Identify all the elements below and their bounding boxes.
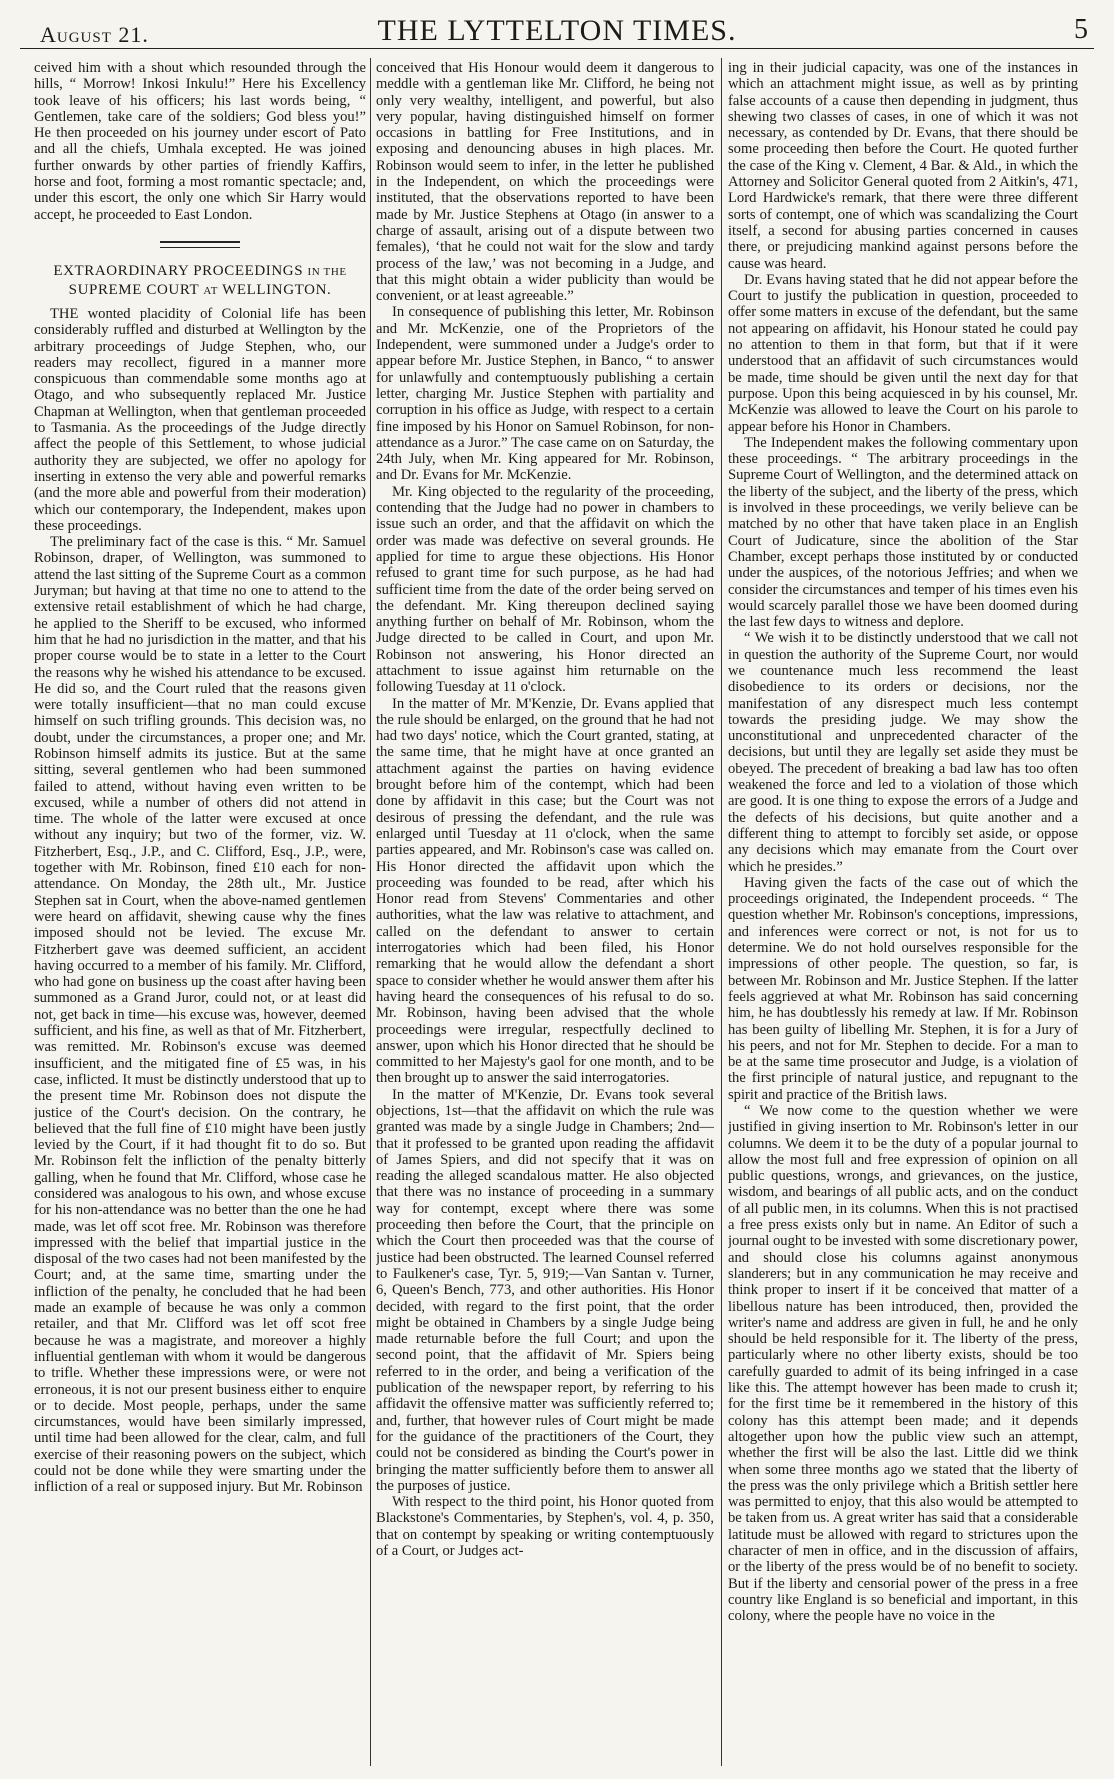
- paragraph: Having given the facts of the case out of which the proceedings originated, the Independent proceeds. “ The question whether Mr. Robinson's conceptions, impressions, and inferences were correct or not, is not for us to determine. We do not hold ourselves responsible for the impressions of other people. The question, so far, is between Mr. Robinson and Mr. Justice Stephen. If the latter feels aggrieved at what Mr. Robinson has said concerning him, he has doubtlessly his remedy at law. If Mr. Robinson has been guilty of libelling Mr. Stephen, it is for a Jury of his peers, and not for Mr. Stephen to decide. For a man to be at the same time prosecutor and Judge, is a violation of the first principle of natural justice, and repugnant to the spirit and practice of the British laws.: [728, 874, 1078, 1103]
- paragraph: Mr. King objected to the regularity of the proceeding, contending that the Judge had no power in chambers to issue such an order, and that the affidavit on which the order was made was defective on several grounds. He applied for time to argue these objections. His Honor refused to grant time for such purpose, as he had had sufficient time from the date of the order being served on the defendant. Mr. King thereupon declined saying anything further on behalf of Mr. Robinson, whom the Judge directed to be called in Court, and upon Mr. Robinson not answering, his Honor directed an attachment to issue against him returnable on the following Tuesday at 11 o'clock.: [376, 483, 714, 696]
- paragraph: “ We wish it to be distinctly understood that we call not in question the authority of the Supreme Court, nor would we countenance much less recommend the least disobedience to its orders or decisions, nor the manifestation of any disrespect much less contempt towards the presiding judge. We may show the unconstitutional and unprecedented character of the decisions, but until they are legally set aside they must be obeyed. The precedent of breaking a bad law has too often weakened the force and led to a violation of those which are good. It is one thing to expose the errors of a Judge and the defects of his decisions, but quite another and a different thing to attempt to forcibly set aside, or oppose any decisions which may emanate from the Court over which he presides.”: [728, 630, 1078, 875]
- masthead: [20, 8, 1094, 49]
- paragraph: “ We now come to the question whether we were justified in giving insertion to Mr. Robinson's letter in our columns. We deem it to be the duty of a popular journal to allow the most full and free expression of opinion on all public questions, wrongs, and grievances, on the justice, wisdom, and bearings of all public acts, and on the conduct of all public men, in its columns. When this is not practised a free press exists only but in name. An Editor of such a journal ought to be invested with some discretionary power, and should close his columns against anonymous slanderers; but in any communication he may receive and think proper to insert if it be conceived that matter of a libellous nature has been introduced, then, provided the writer's name and address are given in full, he and he only should be held responsible for it. The liberty of the press, particularly where no other liberty exists, should be too carefully guarded to admit of its being infringed in a case like this. The attempt however has been made to crush it; for the first time be it remembered in the history of this colony has this attempt been made; and it depends altogether upon how the public view such an attempt, whether the first will be also the last. Little did we think when some three months ago we stated that the liberty of the press was the only privilege which a British settler here was permitted to enjoy, that this also would be attempted to be taken from us. A great writer has said that a considerable latitude must be allowed with regard to strictures upon the character of men in office, and in the discussion of affairs, or the liberty of the press would be of no benefit to society. But if the liberty and censorial power of the press in a free country like England is so beneficial and important, in this colony, where the people have no voice in the: [728, 1103, 1078, 1625]
- page-number: 5: [1074, 14, 1088, 45]
- section-divider: [160, 241, 240, 248]
- paragraph: In the matter of Mr. M'Kenzie, Dr. Evans applied that the rule should be enlarged, on the ground that he had not had two days' notice, which the Court granted, stating, at the same time, that he might have at once granted an attachment against the parties on having evidence brought before him of the contempt, which had been done by affidavit in this case; but the Court was not desirous of pressing the defendant, and the rule was enlarged until Tuesday at 11 o'clock, when the same parties appeared, and Mr. Robinson's case was called on. His Honor directed the affidavit upon which the proceeding was founded to be read, after which his Honor read from Stevens' Commentaries and other authorities, what the law was relative to attachment, and called on the defendant to answer to certain interrogatories which had been filed, his Honor remarking that he would allow the defendant a short space to consider whether he would answer them after his having heard the consequences of his refusal to do so. Mr. Robinson, having been advised that the whole proceedings were irregular, respectfully declined to answer, upon which his Honor directed that he should be committed to her Majesty's gaol for one month, and to be then brought up to answer the said interrogatories.: [376, 695, 714, 1087]
- article-headline: EXTRAORDINARY PROCEEDINGS IN THE SUPREME COURT AT WELLINGTON.: [53, 262, 347, 298]
- column-3: [728, 60, 1078, 1765]
- column-1: [34, 60, 366, 1765]
- paragraph: THE wonted placidity of Colonial life has been considerably ruffled and disturbed at Wellington by the arbitrary proceedings of Judge Stephen, who, our readers may recollect, figured in a manner more conspicuous than commendable some months ago at Otago, and who subsequently replaced Mr. Justice Chapman at Wellington, when that gentleman proceeded to Tasmania. As the proceedings of the Judge directly affect the people of this Settlement, to whose judicial authority they are subjected, we offer no apology for inserting in extenso the very able and powerful remarks (and the more able and powerful from their moderation) which our contemporary, the Independent, makes upon these proceedings.: [34, 305, 366, 534]
- paragraph: With respect to the third point, his Honor quoted from Blackstone's Commentaries, by Stephen's, vol. 4, p. 350, that on contempt by speaking or writing contemptuously of a Court, or Judges act-: [376, 1494, 714, 1560]
- column-2: [376, 60, 714, 1765]
- paragraph: conceived that His Honour would deem it dangerous to meddle with a gentleman like Mr. Clifford, he being not only very wealthy, intelligent, and powerful, but also very popular, having distinguished himself on former occasions in battling for Free Institutions, and in exposing and denouncing abuses in high places. Mr. Robinson would seem to infer, in the letter he published in the Independent, on which the proceedings were instituted, that the observations reported to have been made by Mr. Justice Stephens at Otago (in answer to a charge of assault, arising out of a dispute between two females), ‘that he could not wait for the slow and tardy process of the law,’ was not becoming in a Judge, and that this might obtain a wider publicity than would be convenient, or at least agreeable.”: [376, 60, 714, 305]
- issue-date: August 21.: [40, 22, 149, 47]
- paragraph: In consequence of publishing this letter, Mr. Robinson and Mr. McKenzie, one of the Proprietors of the Independent, were summoned under a Judge's order to appear before Mr. Justice Stephen, in Banco, “ to answer for unlawfully and contemptuously publishing a certain letter, charging Mr. Justice Stephen with partiality and corruption in his office as Judge, with respect to a certain fine imposed by his Honor on Samuel Robinson, for non-attendance as a Juror.” The case came on on Saturday, the 24th July, when Mr. King appeared for Mr. Robinson, and Dr. Evans for Mr. McKenzie.: [376, 304, 714, 484]
- paragraph: In the matter of M'Kenzie, Dr. Evans took several objections, 1st—that the affidavit on which the rule was granted was made by a single Judge in Chambers; 2nd—that it professed to be granted upon reading the affidavit of James Spiers, and did not specify that it was on reading the alleged scandalous matter. He also objected that there was no instance of proceeding in a summary way for contempt, except where there was some proceeding then before the Court, that the principle on which the Court then proceeded was that the course of justice had been obstructed. The learned Counsel referred to Faulkener's case, Tyr. 5, 919;—Van Santan v. Turner, 6, Queen's Bench, 773, and other authorities. His Honor decided, with regard to the first point, that the order might be obtained in Chambers by a single Judge being made returnable before the full Court; and upon the second point, that the affidavit of Mr. Spiers being referred to in the order, and being a verification of the publication of the newspaper report, by referring to his affidavit the offensive matter was sufficiently referred to; and, further, that however rules of Court might be made for the guidance of the practitioners of the Court, they could not be considered as binding the Court's power in bringing the matter sufficiently before them to answer all the purposes of justice.: [376, 1086, 714, 1494]
- paragraph: The Independent makes the following commentary upon these proceedings. “ The arbitrary proceedings in the Supreme Court of Wellington, and the determined attack on the liberty of the subject, and the liberty of the press, which is involved in these proceedings, we verily believe can be matched by no other that have taken place in an English Court of Judicature, since the abolition of the Star Chamber, except perhaps those instituted by or conducted under the auspices, of the notorious Jeffries; and when we consider the circumstances and temper of his times even his would scarcely parallel those we have been doomed during the last few days to witness and deplore.: [728, 434, 1078, 631]
- paragraph: The preliminary fact of the case is this. “ Mr. Samuel Robinson, draper, of Wellington, was summoned to attend the last sitting of the Supreme Court as a common Juryman; but having at that time no one to attend to the extensive retail establishment of which he had charge, he applied to the Sheriff to be excused, who informed him that he had no jurisdiction in the matter, and that his proper course would be to state in a letter to the Court the reasons why he wished his attendance to be excused. He did so, and the Court ruled that the reasons given were totally insufficient—that no man could excuse himself on such trifling grounds. This decision was, no doubt, under the circumstances, a proper one; and Mr. Robinson himself admits its justice. But at the same sitting, several gentlemen who had been summoned failed to attend, without having even written to be excused, while a number of others did not attend in time. The whole of the latter were excused at once without any inquiry; but two of the former, viz. W. Fitzherbert, Esq., J.P., and C. Clifford, Esq., J.P., were, together with Mr. Robinson, fined £10 each for non-attendance. On Monday, the 28th ult., Mr. Justice Stephen sat in Court, when the above-named gentlemen were heard on affidavit, shewing cause why the fines imposed should not be levied. The excuse Mr. Fitzherbert gave was deemed sufficient, an accident having occurred to a member of his family. Mr. Clifford, who had gone on business up the coast after having been summoned as a Grand Juror, could not, or at least did not, get back in time—his excuse was, however, deemed sufficient, and his fine, as well as that of Mr. Fitzherbert, was remitted. Mr. Robinson's excuse was deemed insufficient, and the mitigated fine of £5 was, in his case, inflicted. It must be distinctly understood that up to the present time Mr. Robinson does not dispute the justice of the Court's decision. On the contrary, he believed that the full fine of £10 might have been justly levied by the Court, if it had thought fit to do so. But Mr. Robinson felt the infliction of the penalty bitterly galling, when he found that Mr. Clifford, whose case he considered was analogous to his own, and whose excuse for his non-attendance was no better than the one he had made, was let off scot free. Mr. Robinson was therefore impressed with the belief that impartial justice in the disposal of the two cases had not been manifested by the Court; and, at the same time, smarting under the infliction of the penalty, he concluded that he had been made an example of because he was only a common retailer, and that Mr. Clifford was let off scot free because he was a magistrate, and moreover a highly influential gentleman with whom it would be dangerous to trifle. Whether these impressions were, or were not erroneous, it is not our present business either to enquire or to decide. Most people, perhaps, under the same circumstances, would have been similarly impressed, until time had been allowed for the clear, calm, and full exercise of their reasoning powers on the subject, which could not be done while they were smarting under the infliction of a real or supposed injury. But Mr. Robinson: [34, 534, 366, 1496]
- column-rule: [721, 58, 722, 1766]
- article-continuation: ceived him with a shout which resounded through the hills, “ Morrow! Inkosi Inkulu!” Here his Excellency took leave of his officers; his last words being, “ Gentlemen, take care of the soldiers; God bless you!” He then proceeded on his journey under escort of Pato and all the chiefs, Umhala excepted. He was joined further onwards by other parties of friendly Kaffirs, horse and foot, forming a most romantic spectacle; and, under this escort, the only one which Sir Harry would accept, he proceeded to East London.: [34, 60, 366, 223]
- paragraph: ing in their judicial capacity, was one of the instances in which an attachment might issue, as well as by printing false accounts of a cause then depending in judgment, thus shewing two classes of cases, in one of which it was not necessary, as contended by Dr. Evans, that there should be some proceeding then before the Court. He quoted further the case of the King v. Clement, 4 Bar. & Ald., in which the Attorney and Solicitor General quoted from 2 Aitkin's, 471, Lord Hardwicke's remark, that there were three different sorts of contempt, one of which was scandalizing the Court itself, a second for abusing parties concerned in causes there, or prejudicing mankind against persons before the cause was heard.: [728, 60, 1078, 272]
- paragraph: Dr. Evans having stated that he did not appear before the Court to justify the publication in question, proceeded to offer some matters in excuse of the defendant, but the same not appearing on affidavit, his Honour stated he could pay no attention to them in that form, but that if it were understood that an affidavit of such circumstances would be made, time should be given until the next day for that purpose. Upon this being acquiesced in by his counsel, Mr. McKenzie was allowed to leave the Court on his parole to appear before his Honor in Chambers.: [728, 271, 1078, 435]
- newspaper-title: THE LYTTELTON TIMES.: [377, 14, 737, 47]
- column-rule: [370, 58, 371, 1766]
